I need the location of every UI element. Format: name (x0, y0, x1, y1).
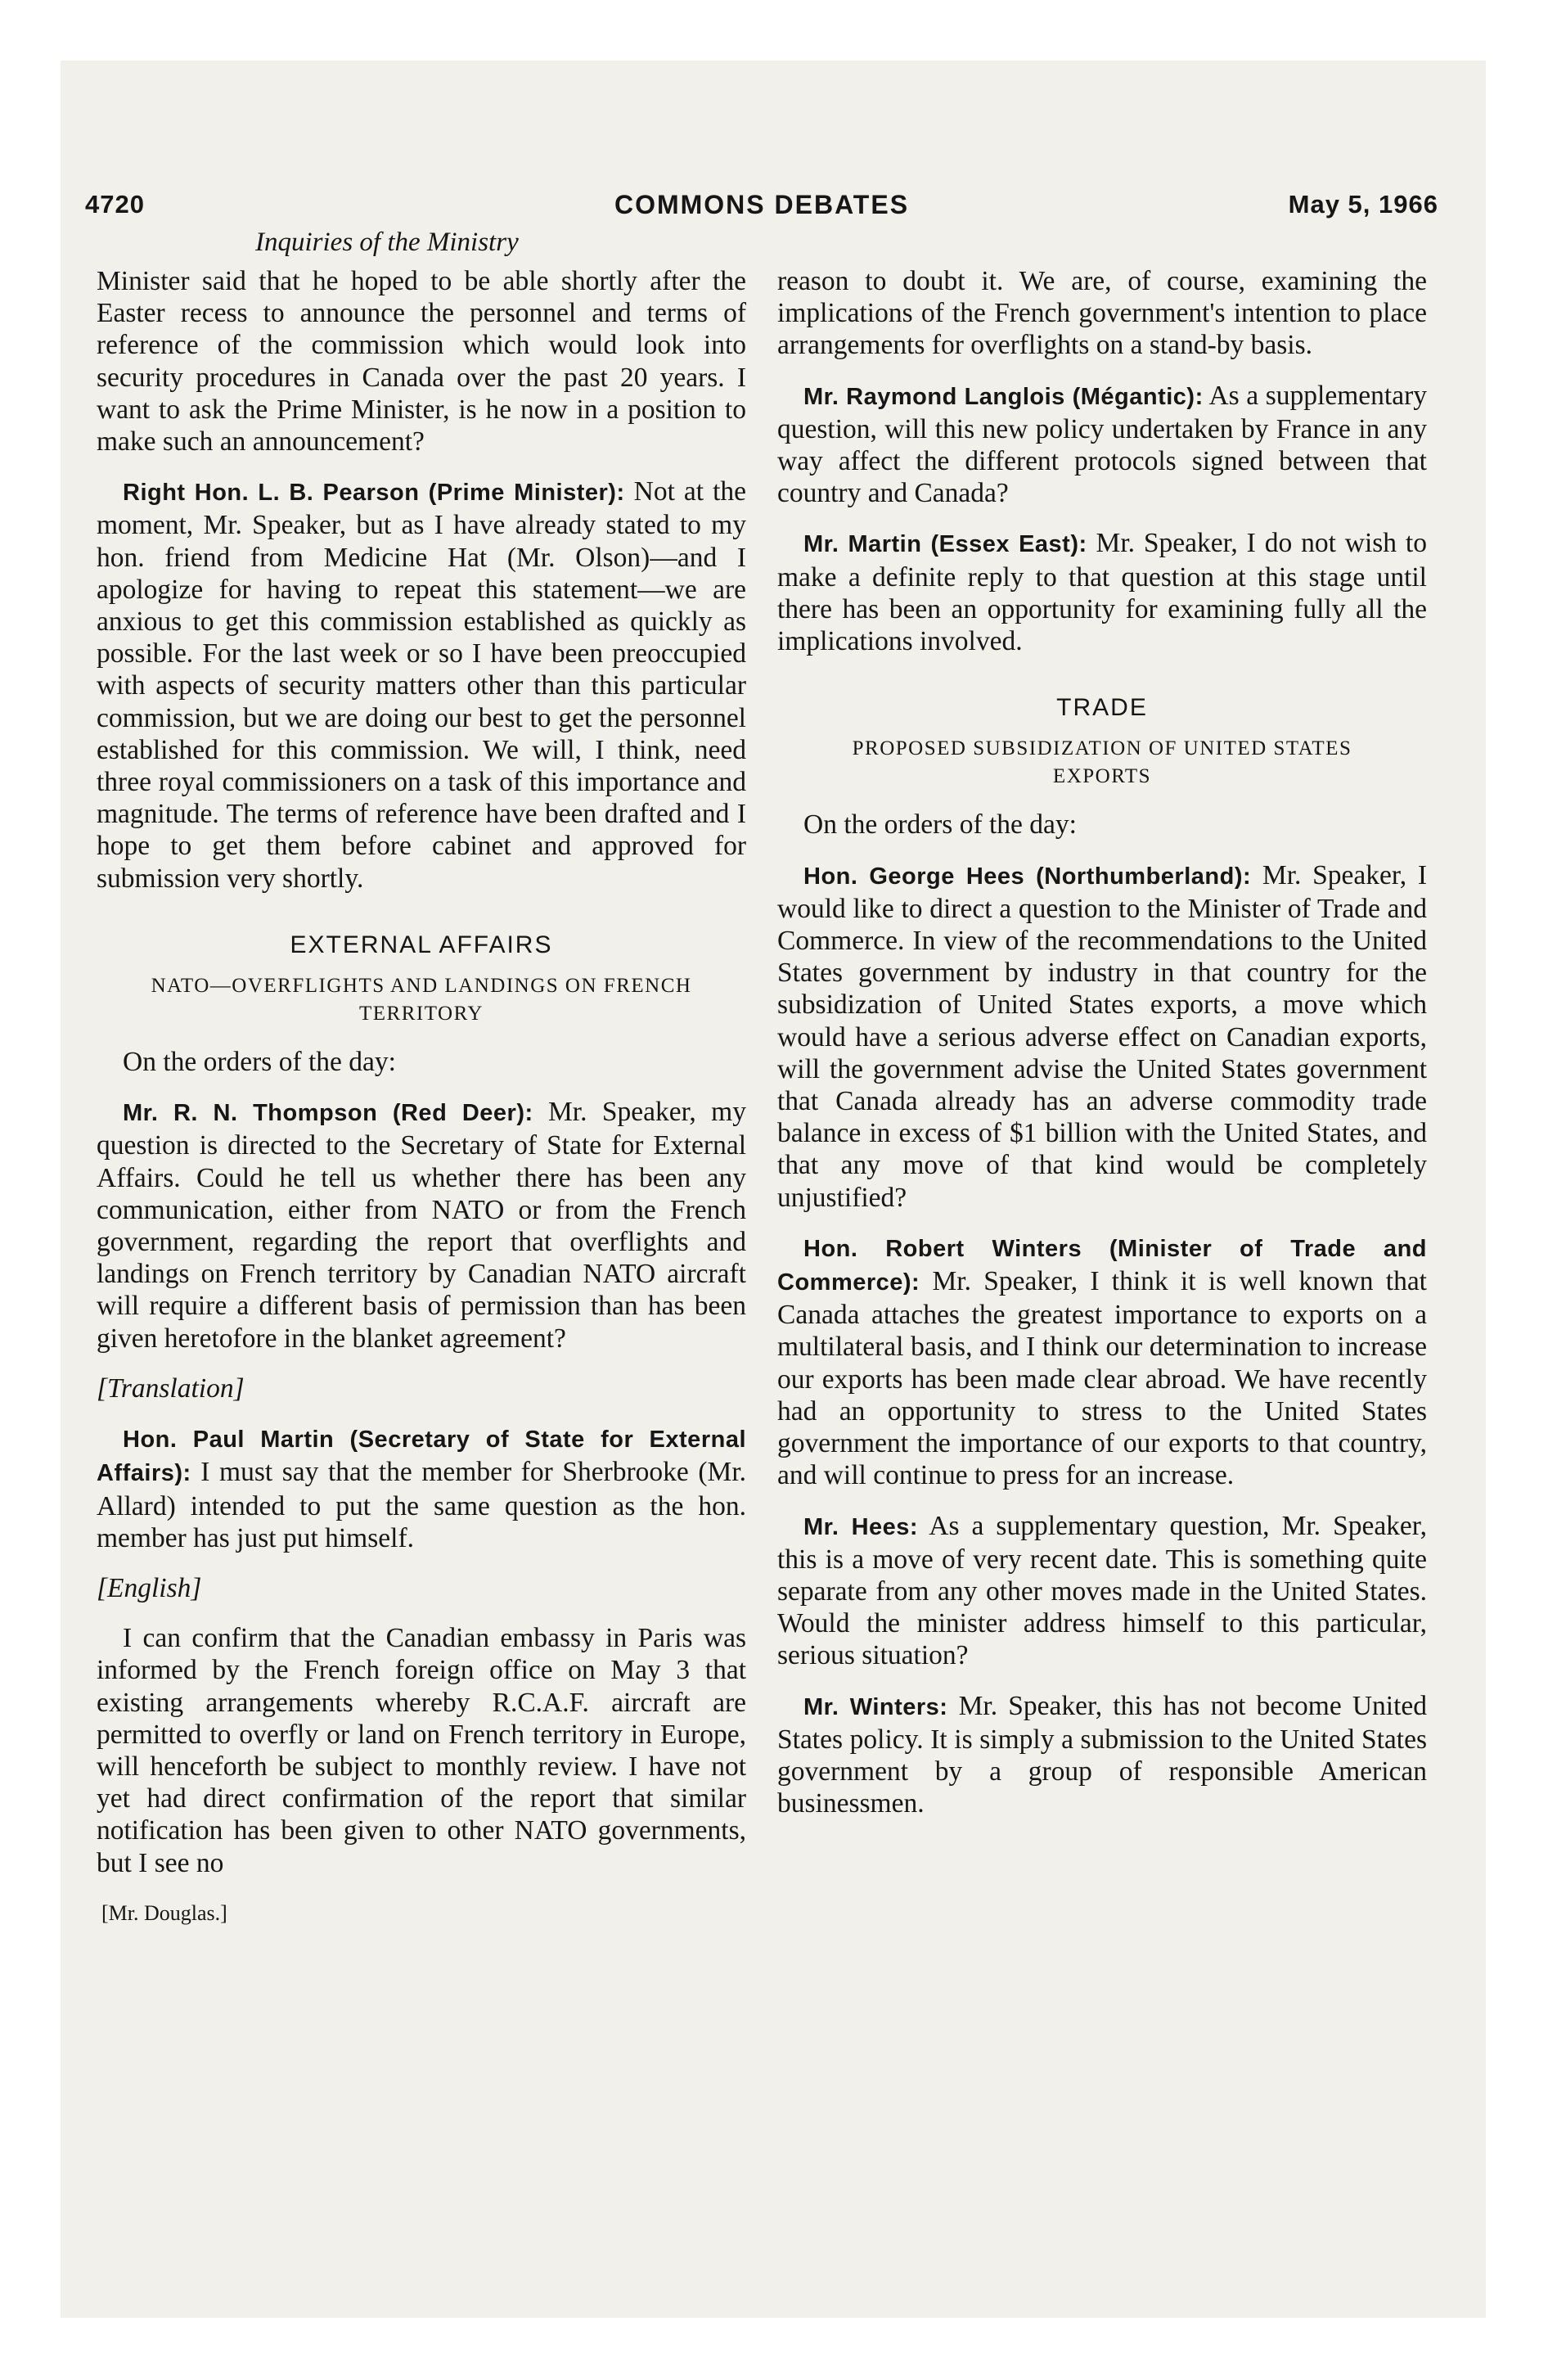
speech-paragraph (777, 1232, 1427, 1492)
speaker-name: Hon. Robert Winters (Minister of Trade and Commerce): (777, 1235, 1427, 1296)
section-heading: TRADE (1056, 694, 1148, 722)
speech-paragraph (97, 1422, 746, 1554)
speech-paragraph (777, 380, 1427, 510)
orders-of-the-day: On the orders of the day: (123, 1047, 396, 1078)
speaker-name: Right Hon. L. B. Pearson (Prime Minister): (123, 480, 625, 507)
speaker-name: Mr. Winters: (803, 1693, 948, 1720)
left-column (97, 265, 746, 1929)
speaker-name: Mr. Raymond Langlois (Mégantic): (803, 383, 1204, 410)
speech-text: Mr. Speaker, this has not become United States policy. It is simply a submission to the United States government by a group of responsible American businessmen. (777, 1690, 1427, 1819)
paragraph: reason to doubt it. We are, of course, examining the implications of the French government's intention to place arrangements for overflights on a stand-by basis. (777, 266, 1427, 361)
subsection-heading: NATO—OVERFLIGHTS AND LANDINGS ON FRENCH TERRITORY (151, 975, 692, 1025)
section-heading: EXTERNAL AFFAIRS (290, 931, 553, 958)
speech-text: Mr. Speaker, I would like to direct a question to the Minister of Trade and Commerce. In view of the recommendations to the United States government by industry in that country for the subsidization of United States exports, a move which would have a serious adverse effect on Canadian exports, will the government advise the United States government that Canada already has an adverse commodity trade balance in excess of $1 billion with the United States, and that any move of that kind would be completely unjustified? (777, 859, 1427, 1213)
speech-text: Not at the moment, Mr. Speaker, but as I have already stated to my hon. friend from Medicine Hat (Mr. Olson)—and I apologize for having to repeat this statement—we are anxious to get this commission established as quickly as possible. For the last week or so I have been preoccupied with aspects of security matters other than this particular commission, but we are doing our best to get the personnel established for this commission. We will, I think, need three royal commissioners on a task of this importance and magnitude. The terms of reference have been drafted and I hope to get them before cabinet and approved for submission very shortly. (97, 476, 746, 894)
speaker-name: Hon. George Hees (Northumberland): (803, 863, 1252, 890)
english-tag: [English] (97, 1572, 202, 1603)
speech-text: As a supplementary question, Mr. Speaker, this is a move of very recent date. This is something quite separate from any other moves made in the United States. Would the minister address himself to this particular, serious situation? (777, 1510, 1427, 1671)
speaker-name: Hon. Paul Martin (Secretary of State for External Affairs): (97, 1427, 746, 1487)
footer-note: [Mr. Douglas.] (101, 1900, 227, 1925)
right-column (777, 265, 1427, 1837)
speech-paragraph (777, 1690, 1427, 1820)
speech-paragraph (97, 1096, 746, 1355)
speech-paragraph (777, 859, 1427, 1214)
speech-paragraph (97, 476, 746, 895)
paragraph: Minister said that he hoped to be able shortly after the Easter recess to announce the personnel and terms of reference of the commission which would look into security procedures in Canada over the past 20 years. I want to ask the Prime Minister, is he now in a position to make such an announcement? (97, 266, 746, 458)
running-head: Inquiries of the Ministry (255, 228, 519, 257)
speaker-name: Mr. R. N. Thompson (Red Deer): (123, 1100, 533, 1127)
speech-text: Mr. Speaker, I do not wish to make a definite reply to that question at this stage until there has been an opportunity for examining fully all the implications involved. (777, 528, 1427, 657)
translation-tag: [Translation] (97, 1373, 245, 1404)
paragraph: I can confirm that the Canadian embassy in Paris was informed by the French foreign office on May 3 that existing arrangements whereby R.C.A.F. aircraft are permitted to overfly or land on French territory in Europe, will henceforth be subject to monthly review. I have not yet had direct confirmation of the report that similar notification has been given to other NATO governments, but I see no (97, 1623, 746, 1878)
orders-of-the-day: On the orders of the day: (803, 809, 1077, 841)
speaker-name: Mr. Martin (Essex East): (803, 531, 1087, 558)
speech-text: I must say that the member for Sherbrooke (Mr. Allard) intended to put the same question as the hon. member has just put himself. (97, 1457, 746, 1553)
speech-paragraph (777, 527, 1427, 657)
speech-text: As a supplementary question, will this new policy undertaken by France in any way affect the different protocols signed between that country and Canada? (777, 380, 1427, 509)
issue-date: May 5, 1966 (1288, 190, 1438, 219)
speech-paragraph (777, 1510, 1427, 1672)
speaker-name: Mr. Hees: (803, 1513, 919, 1540)
publication-title: COMMONS DEBATES (614, 190, 910, 219)
page-number: 4720 (85, 190, 145, 219)
speech-text: Mr. Speaker, I think it is well known that Canada attaches the greatest importance to exports on a multilateral basis, and I think our determination to increase our exports has been made clear abroad. We have recently had an opportunity to stress to the United States government the importance of our exports to that country, and will continue to press for an increase. (777, 1266, 1427, 1491)
speech-text: Mr. Speaker, my question is directed to the Secretary of State for External Affairs. Could he tell us whether there has been any communication, either from NATO or from the French government, regarding the report that overflights and landings on French territory by Canadian NATO aircraft will require a different basis of permission than has been given heretofore in the blanket agreement? (97, 1097, 746, 1354)
page-header (85, 190, 1438, 223)
subsection-heading: PROPOSED SUBSIDIZATION OF UNITED STATES EXPORTS (852, 737, 1352, 788)
